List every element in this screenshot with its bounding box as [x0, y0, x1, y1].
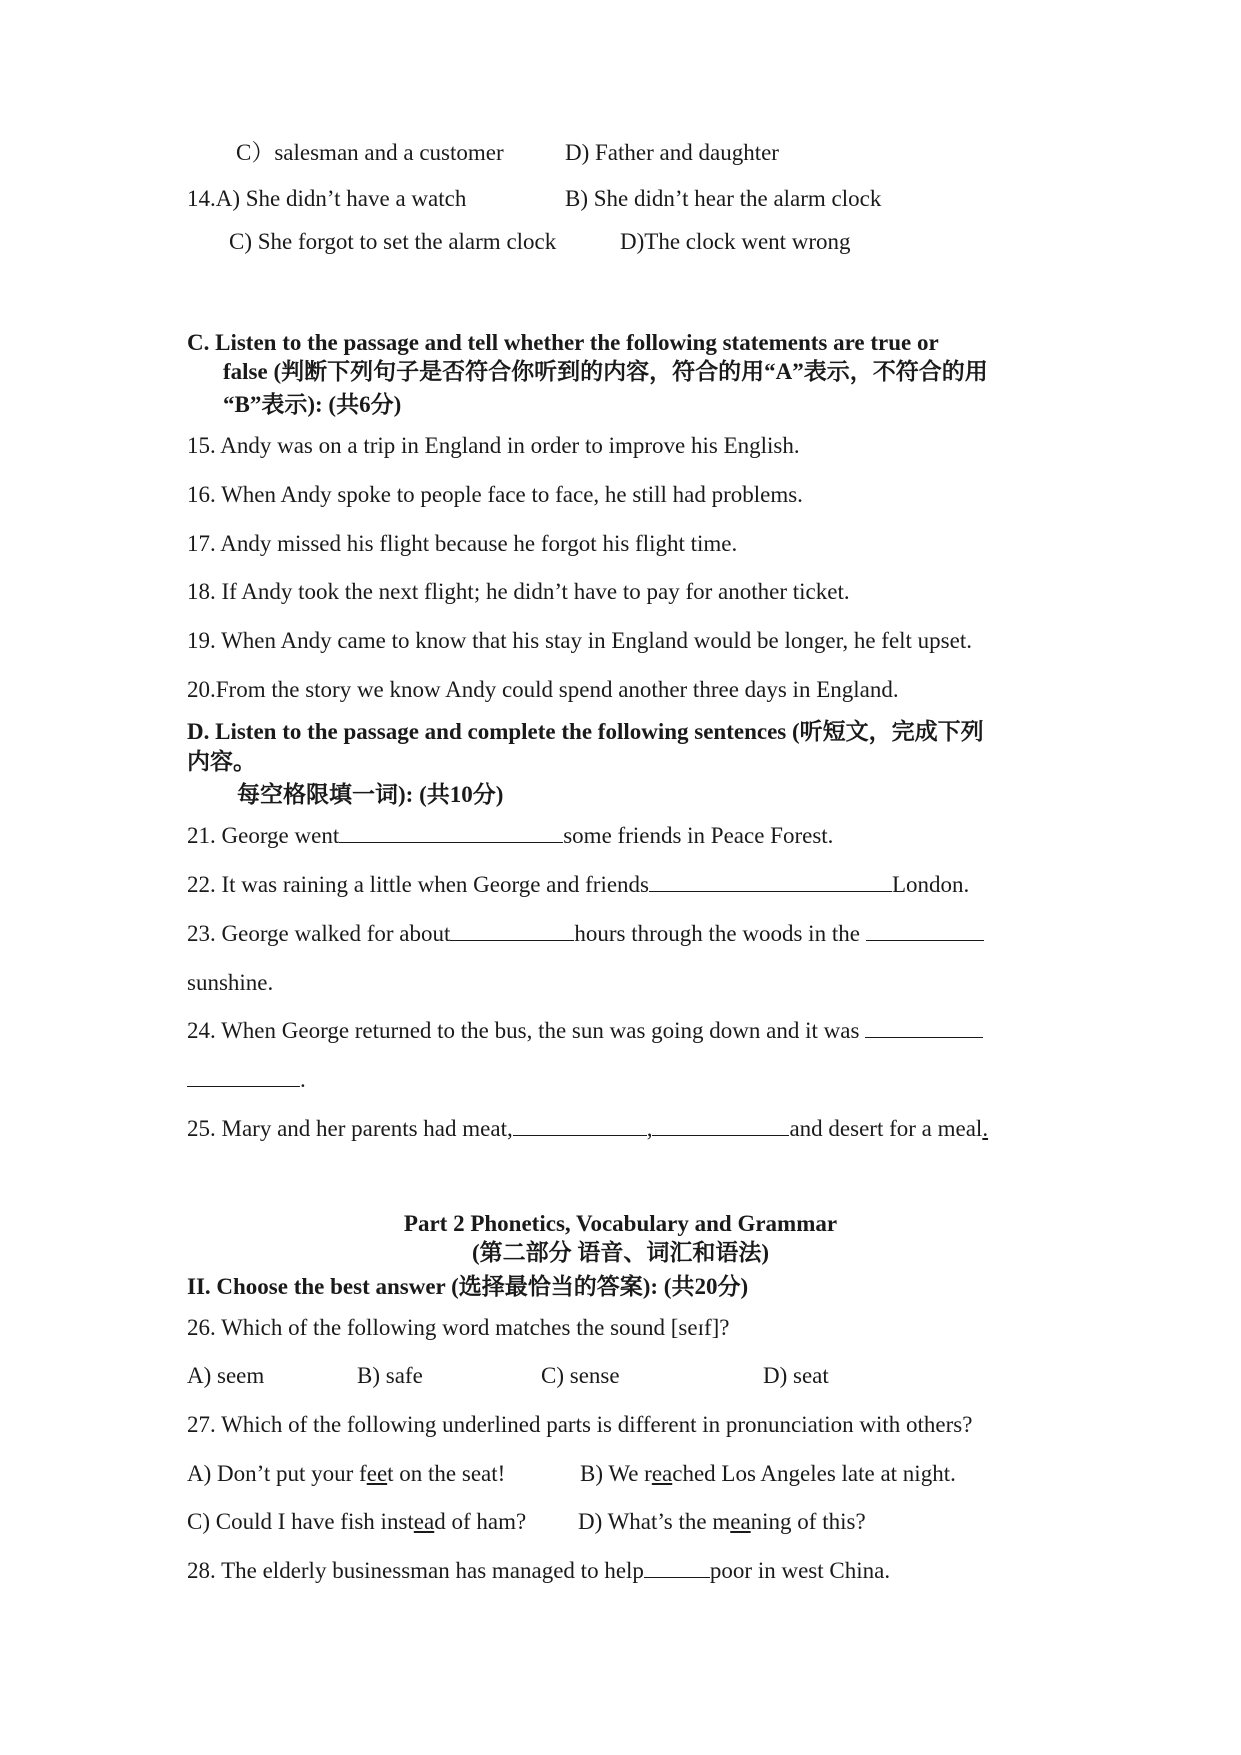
q23-answer-blank-1[interactable]	[450, 920, 574, 941]
q28-text-after: poor in west China.	[709, 1558, 891, 1583]
q27-option-b	[580, 1460, 956, 1488]
section-ii-heading: II. Choose the best answer (选择最恰当的答案): (共20分)	[187, 1274, 749, 1299]
q27-d-text-after: ning of this?	[750, 1509, 866, 1534]
q27-b-text-before: B) We r	[580, 1461, 652, 1486]
q14-option-d: D)The clock went wrong	[620, 229, 851, 254]
q21-text-before: 21. George went	[187, 823, 340, 848]
statement-15: 15. Andy was on a trip in England in order to improve his English.	[187, 433, 800, 458]
q25-text-after: and desert for a meal	[789, 1116, 983, 1141]
q27-option-c	[187, 1508, 526, 1536]
q27-d-text-before: D) What’s the m	[578, 1509, 731, 1534]
q27-option-a	[187, 1460, 505, 1488]
section-d-heading-line3: 每空格限填一词): (共10分)	[237, 782, 504, 807]
q28-answer-blank[interactable]	[644, 1557, 710, 1578]
q27-a-text-before: A) Don’t put your f	[187, 1461, 367, 1486]
question-27-stem: 27. Which of the following underlined parts is different in pronunciation with others?	[187, 1412, 973, 1437]
q27-c-text-after: d of ham?	[434, 1509, 527, 1534]
q25-period: .	[982, 1116, 989, 1141]
q26-option-d: D) seat	[763, 1363, 829, 1388]
q13-option-c: C）salesman and a customer	[236, 140, 504, 165]
q14-option-a: 14.A) She didn’t have a watch	[187, 186, 467, 211]
q25-answer-blank-1[interactable]	[513, 1115, 647, 1136]
statement-20: 20.From the story we know Andy could spend another three days in England.	[187, 677, 899, 702]
question-25	[187, 1115, 988, 1143]
q27-a-text-after: t on the seat!	[387, 1461, 506, 1486]
part2-title: Part 2 Phonetics, Vocabulary and Grammar	[403, 1211, 838, 1236]
question-26-stem: 26. Which of the following word matches the sound [seɪf]?	[187, 1315, 730, 1340]
question-23	[187, 920, 984, 948]
section-c-heading-line1: C. Listen to the passage and tell whether the following statements are true or	[187, 330, 939, 355]
question-21	[187, 822, 833, 850]
q14-option-c: C) She forgot to set the alarm clock	[229, 229, 557, 254]
q24-answer-blank-1[interactable]	[865, 1017, 983, 1038]
q22-text-after: London.	[892, 872, 970, 897]
q21-answer-blank[interactable]	[339, 822, 563, 843]
q13-option-d: D) Father and daughter	[565, 140, 779, 165]
question-22	[187, 871, 969, 899]
section-c-heading-line2: false (判断下列句子是否符合你听到的内容，符合的用“A”表示，不符合的用	[223, 359, 988, 384]
q27-a-underlined: ee	[366, 1461, 388, 1486]
q23-answer-blank-2[interactable]	[866, 920, 984, 941]
q27-d-underlined: ea	[730, 1509, 751, 1534]
q23-continuation: sunshine.	[187, 970, 274, 995]
q22-text-before: 22. It was raining a little when George and friends	[187, 872, 649, 897]
q26-option-a: A) seem	[187, 1363, 265, 1388]
q27-b-text-after: ched Los Angeles late at night.	[672, 1461, 956, 1486]
q21-text-after: some friends in Peace Forest.	[563, 823, 834, 848]
q27-option-d	[578, 1508, 866, 1536]
q25-answer-blank-2[interactable]	[652, 1115, 789, 1136]
part2-subtitle: (第二部分 语音、词汇和语法)	[471, 1240, 770, 1265]
statement-19: 19. When Andy came to know that his stay in England would be longer, he felt upset.	[187, 628, 972, 653]
q25-comma: ,	[646, 1116, 653, 1141]
q25-text-before: 25. Mary and her parents had meat,	[187, 1116, 513, 1141]
statement-16: 16. When Andy spoke to people face to face, he still had problems.	[187, 482, 803, 507]
question-24	[187, 1017, 983, 1045]
q23-text-middle: hours through the woods in the	[574, 921, 860, 946]
q28-text-before: 28. The elderly businessman has managed to help	[187, 1558, 644, 1583]
q24-continuation	[187, 1066, 306, 1094]
statement-18: 18. If Andy took the next flight; he didn’t have to pay for another ticket.	[187, 579, 850, 604]
statement-17: 17. Andy missed his flight because he forgot his flight time.	[187, 531, 738, 556]
q26-option-c: C) sense	[541, 1363, 620, 1388]
section-d-heading-line1: D. Listen to the passage and complete the following sentences (听短文，完成下列	[187, 719, 984, 744]
q14-option-b: B) She didn’t hear the alarm clock	[565, 186, 882, 211]
q22-answer-blank[interactable]	[649, 871, 892, 892]
q24-answer-blank-2[interactable]	[187, 1066, 300, 1087]
q24-text-before: 24. When George returned to the bus, the sun was going down and it was	[187, 1018, 860, 1043]
section-c-heading-line3: “B”表示): (共6分)	[223, 392, 402, 417]
q27-b-underlined: ea	[651, 1461, 673, 1486]
q26-option-b: B) safe	[357, 1363, 423, 1388]
q27-c-underlined: ea	[413, 1509, 435, 1534]
question-28	[187, 1557, 890, 1585]
q24-period: .	[300, 1067, 306, 1092]
q23-text-before: 23. George walked for about	[187, 921, 451, 946]
section-d-heading-line2: 内容。	[187, 749, 256, 774]
q27-c-text-before: C) Could I have fish inst	[187, 1509, 414, 1534]
